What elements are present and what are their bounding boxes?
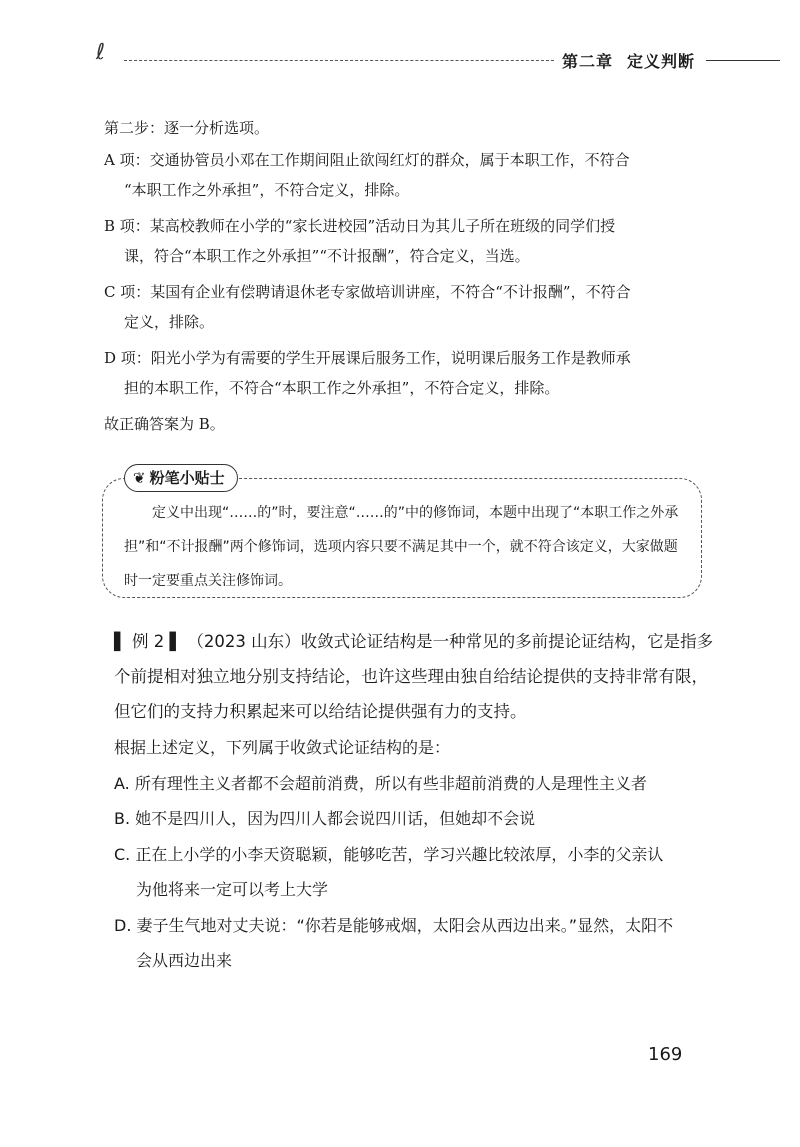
page-header <box>96 40 780 80</box>
analysis-b-line2: 课，符合“本职工作之外承担”“不计报酬”，符合定义，当选。 <box>124 247 530 265</box>
option-b: B. 她不是四川人，因为四川人都会说四川话，但她却不会说 <box>114 809 536 828</box>
example-source: （2023 山东） <box>187 632 301 651</box>
example-stem <box>114 624 714 729</box>
analysis-d-line1: D 项：阳光小学为有需要的学生开展课后服务工作，说明课后服务工作是教师承 <box>104 349 631 367</box>
option-c-line2: 为他将来一定可以考上大学 <box>136 880 329 899</box>
option-c-line1: C. 正在上小学的小李天资聪颖，能够吃苦，学习兴趣比较浓厚，小李的父亲认 <box>114 845 664 864</box>
option-d-line1: D. 妻子生气地对丈夫说：“你若是能够戒烟，太阳会从西边出来。”显然，太阳不 <box>114 916 674 935</box>
example-text: 收敛式论证结构是一种常见的多前提论证结构，它是指多个前提相对独立地分别支持结论，也许这些理由独自给结论提供的支持非常有限，但它们的支持力积累起来可以给结论提供强有力的支持。 <box>114 632 714 721</box>
sprout-icon: ❦ <box>133 469 146 487</box>
analysis-step: 第二步：逐一分析选项。 <box>104 119 270 137</box>
analysis-a-line1: A 项：交通协管员小邓在工作期间阻止欲闯红灯的群众，属于本职工作，不符合 <box>104 151 630 169</box>
tip-text: 定义中出现“……的”时，要注意“……的”中的修饰词，本题中出现了“本职工作之外承担”和“不计报酬”两个修饰词，选项内容只要不满足其中一个，就不符合该定义，大家做题时一定要重点关注修饰词。 <box>124 505 679 589</box>
analysis-c-line1: C 项：某国有企业有偿聘请退休老专家做培训讲座，不符合“不计报酬”，不符合 <box>104 283 631 301</box>
example-label: 例 2 <box>131 632 165 651</box>
option-d-line2: 会从西边出来 <box>136 951 233 970</box>
chapter-title <box>562 49 695 72</box>
analysis-c-line2: 定义，排除。 <box>124 313 215 331</box>
analysis-b-line1: B 项：某高校教师在小学的“家长进校园”活动日为其儿子所在班级的同学们授 <box>104 217 616 235</box>
analysis-d-line2: 担的本职工作，不符合“本职工作之外承担”，不符合定义，排除。 <box>124 379 560 397</box>
tip-title: 粉笔小贴士 <box>149 469 225 487</box>
analysis-a-line2: “本职工作之外承担”，不符合定义，排除。 <box>124 181 410 199</box>
sprout-icon: ℓ <box>96 40 106 65</box>
example-marker-icon: ▌ <box>114 632 127 651</box>
example-marker-icon: ▌ <box>169 632 183 651</box>
option-a: A. 所有理性主义者都不会超前消费，所以有些非超前消费的人是理性主义者 <box>114 774 647 793</box>
section-name: 定义判断 <box>627 52 696 71</box>
tip-badge <box>124 464 238 492</box>
page-number: 169 <box>648 1044 683 1065</box>
header-rule <box>706 60 780 61</box>
header-divider <box>124 60 554 61</box>
chapter-number: 第二章 <box>562 52 614 71</box>
answer-conclusion: 故正确答案为 B。 <box>104 415 225 433</box>
question-prompt: 根据上述定义，下列属于收敛式论证结构的是： <box>114 738 451 757</box>
